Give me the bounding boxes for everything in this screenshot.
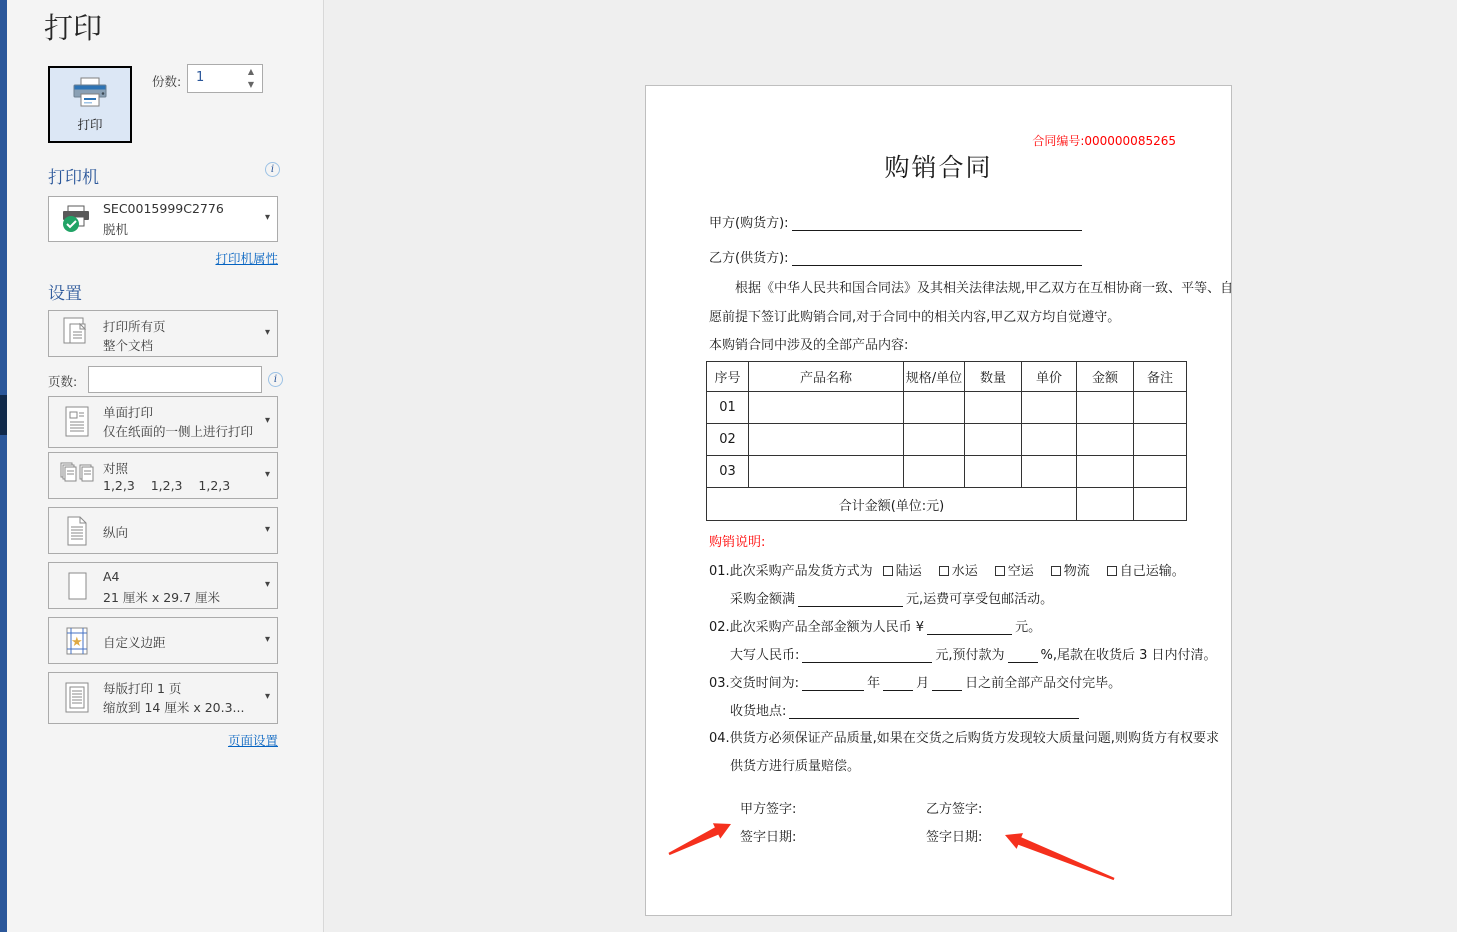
note-04-line1: 04.供货方必须保证产品质量,如果在交货之后购货方发现较大质量问题,则购货方有权要求: [709, 731, 1219, 746]
blank-underline: [802, 677, 864, 691]
note-02-amount: 02.此次采购产品全部金额为人民币 ¥ 元。: [709, 620, 1042, 635]
blank-underline: [798, 593, 903, 607]
pages-per-sheet-icon: [55, 673, 99, 723]
dropdown-line1: A4: [103, 569, 120, 584]
party-a-signature-label: 甲方签字:: [740, 802, 797, 817]
portrait-icon: [55, 508, 99, 553]
printer-properties-link[interactable]: 打印机属性: [215, 251, 278, 266]
blank-underline: [802, 649, 932, 663]
print-button-label: 打印: [77, 116, 103, 132]
settings-section-heading: 设置: [48, 284, 82, 304]
printer-icon: [72, 77, 108, 109]
blank-underline: [792, 252, 1082, 266]
backstage-left-edge: [0, 0, 7, 932]
printer-status: 脱机: [103, 222, 129, 237]
red-arrow-annotation-left: [669, 823, 732, 855]
note-01b-freight: 采购金额满 元,运费可享受包邮活动。: [730, 592, 1054, 607]
dropdown-line2: 仅在纸面的一侧上进行打印: [103, 424, 254, 439]
document-page: [645, 85, 1232, 916]
paper-size-dropdown[interactable]: [48, 562, 278, 609]
party-b-signature-label: 乙方签字:: [926, 802, 983, 817]
chevron-down-icon: ▾: [264, 578, 270, 590]
table-row: 03: [707, 456, 1187, 488]
dropdown-line1: 自定义边距: [103, 635, 166, 650]
chevron-down-icon: ▾: [264, 633, 270, 645]
print-sidebar: [7, 0, 324, 932]
document-title: 购销合同: [884, 153, 993, 182]
dropdown-line1: 纵向: [103, 525, 129, 540]
note-03b-address: 收货地点:: [730, 700, 1191, 719]
print-button[interactable]: [48, 66, 132, 143]
dropdown-line1: 单面打印: [103, 405, 154, 420]
custom-margins-icon: [55, 618, 99, 663]
party-a-line: 甲方(购货方):: [709, 212, 1191, 231]
collation-dropdown[interactable]: [48, 452, 278, 499]
copies-stepper[interactable]: [187, 64, 263, 93]
print-preview-area: [325, 0, 1457, 932]
dropdown-line1: 打印所有页: [103, 319, 166, 334]
copies-value: 1: [196, 70, 205, 85]
print-all-pages-icon: [55, 311, 99, 356]
collated-icon: [55, 453, 99, 498]
print-range-dropdown[interactable]: [48, 310, 278, 357]
chevron-down-icon: ▾: [264, 326, 270, 338]
checkbox-icon: [1107, 566, 1117, 576]
party-b-line: 乙方(供货方):: [709, 247, 1191, 266]
chevron-down-icon: ▾: [264, 691, 270, 702]
table-total-row: 合计金额(单位:元): [707, 488, 1187, 521]
chevron-down-icon: ▾: [264, 212, 270, 223]
printer-section-heading: 打印机: [48, 168, 99, 188]
table-row: 02: [707, 424, 1187, 456]
party-a-date-label: 签字日期:: [740, 830, 797, 845]
dropdown-line2: 缩放到 14 厘米 x 20.3...: [103, 700, 245, 715]
dropdown-line1: 每版打印 1 页: [103, 681, 182, 696]
pages-per-sheet-dropdown[interactable]: [48, 672, 278, 724]
blank-underline: [792, 217, 1082, 231]
note-01-shipping: 01.此次采购产品发货方式为 陆运 水运 空运 物流 自己运输。: [709, 564, 1185, 579]
blank-underline: [932, 677, 962, 691]
note-04-line2: 供货方进行质量赔偿。: [730, 759, 861, 774]
printer-selector[interactable]: [48, 196, 278, 242]
intro-line-1: 根据《中华人民共和国合同法》及其相关法律法规,甲乙双方在互相协商一致、平等、自: [735, 281, 1234, 296]
chevron-down-icon: ▾: [264, 523, 270, 535]
table-header-row: 序号 产品名称 规格/单位 数量 单价 金额 备注: [707, 362, 1187, 392]
products-table: [706, 361, 1187, 521]
blank-underline: [1008, 649, 1038, 663]
orientation-dropdown[interactable]: [48, 507, 278, 554]
chevron-down-icon: ▾: [264, 415, 270, 426]
blank-underline: [789, 705, 1079, 719]
blank-underline: [927, 621, 1012, 635]
a4-icon: [55, 563, 99, 608]
products-intro: 本购销合同中涉及的全部产品内容:: [709, 338, 909, 353]
party-b-date-label: 签字日期:: [926, 830, 983, 845]
dropdown-line1: 对照: [103, 461, 129, 476]
svg-text:★: ★: [71, 634, 83, 650]
red-arrow-annotation-right: [1005, 833, 1115, 880]
one-sided-icon: [55, 397, 99, 447]
duplex-dropdown[interactable]: [48, 396, 278, 448]
checkbox-icon: [995, 566, 1005, 576]
table-row: 01: [707, 392, 1187, 424]
dropdown-line2: 21 厘米 x 29.7 厘米: [103, 590, 221, 605]
checkbox-icon: [1051, 566, 1061, 576]
intro-line-2: 愿前提下签订此购销合同,对于合同中的相关内容,甲乙双方均自觉遵守。: [709, 310, 1121, 325]
printer-status-icon: [55, 197, 99, 241]
contract-number: 合同编号:000000085265: [1032, 134, 1176, 148]
checkbox-icon: [939, 566, 949, 576]
printer-name: SEC0015999C2776: [103, 201, 224, 216]
notes-heading: 购销说明:: [709, 535, 766, 550]
note-02b-capital: 大写人民币: 元,预付款为 %,尾款在收货后 3 日内付清。: [730, 648, 1217, 663]
pages-info-icon[interactable]: i: [268, 372, 283, 387]
copies-label: 份数:: [152, 74, 182, 89]
dropdown-line2: 1,2,3 1,2,3 1,2,3: [103, 478, 231, 493]
stepper-up-icon[interactable]: ▲: [247, 67, 255, 76]
blank-underline: [883, 677, 913, 691]
stepper-down-icon[interactable]: ▼: [247, 80, 255, 89]
page-setup-link[interactable]: 页面设置: [227, 733, 278, 748]
pages-label: 页数:: [48, 374, 78, 389]
margins-dropdown[interactable]: [48, 617, 278, 664]
page-title: 打印: [44, 11, 103, 45]
scrollbar-thumb[interactable]: [0, 395, 7, 435]
note-03-delivery: 03.交货时间为: 年 月 日之前全部产品交付完毕。: [709, 676, 1122, 691]
dropdown-line2: 整个文档: [103, 338, 154, 353]
chevron-down-icon: ▾: [264, 468, 270, 480]
pages-input[interactable]: [88, 366, 262, 393]
checkbox-icon: [883, 566, 893, 576]
printer-info-icon[interactable]: i: [265, 162, 280, 177]
